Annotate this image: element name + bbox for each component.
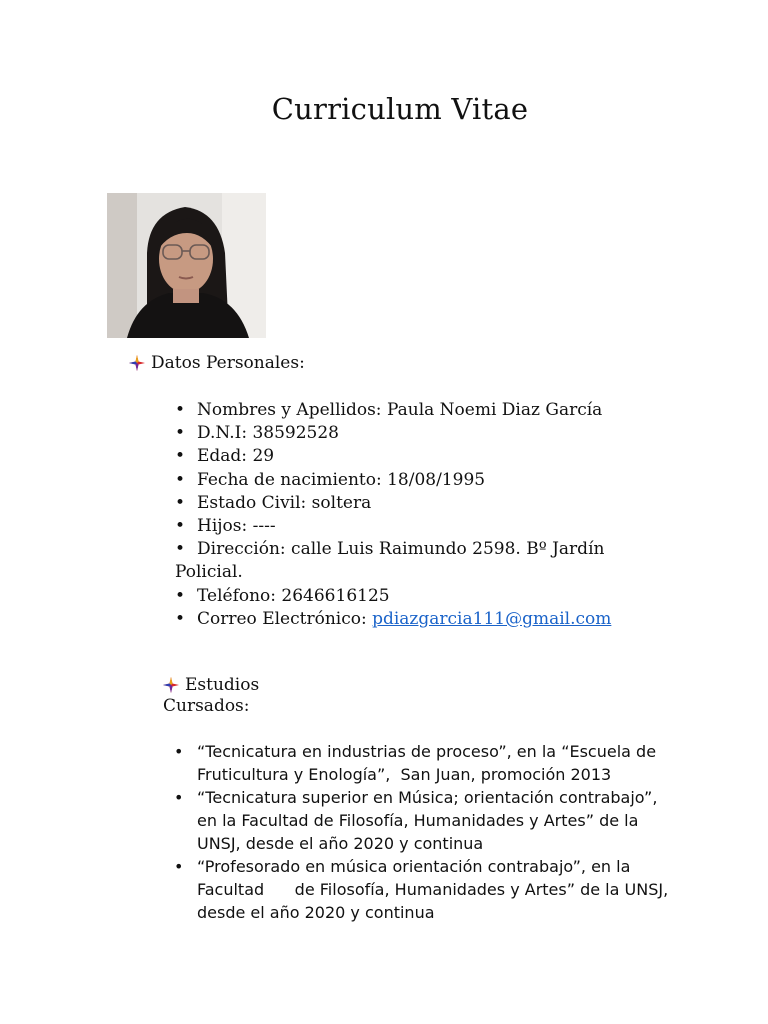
bullet: • [175, 423, 186, 444]
heading-line-1: Estudios [185, 675, 260, 695]
list-item [175, 445, 645, 468]
four-point-star-icon [163, 677, 179, 693]
list-item-text: Nombres y Apellidos: Paula Noemi Diaz García [197, 400, 603, 420]
list-item-text: Teléfono: 2646616125 [197, 585, 390, 606]
bullet: • [175, 400, 186, 420]
list-item [175, 422, 645, 445]
list-item [174, 786, 674, 855]
bullet: • [174, 857, 184, 876]
list-item [174, 855, 674, 924]
bullet: • [175, 516, 186, 537]
list-item-text: “Tecnicatura en industrias de proceso”, en la “Escuela de Fruticultura y Enología”, San Juan, promoción 2013 [197, 742, 662, 784]
four-point-star-icon [129, 355, 145, 371]
heading-line-2: Cursados: [163, 696, 250, 716]
list-item-text: D.N.I: 38592528 [197, 423, 339, 444]
list-item [175, 469, 645, 492]
list-item-text: Fecha de nacimiento: 18/08/1995 [197, 469, 486, 490]
section-heading-label: Datos Personales: [151, 353, 305, 373]
personal-data-list [175, 399, 645, 631]
section-heading-label [163, 675, 260, 717]
bullet: • [175, 446, 186, 467]
bullet: • [174, 788, 184, 807]
list-item-text: Edad: 29 [197, 446, 275, 467]
section-heading-datos-personales [129, 353, 305, 374]
bullet: • [175, 469, 186, 490]
page-title: Curriculum Vitae [271, 92, 529, 126]
section-heading-estudios [163, 675, 303, 717]
list-item-email [175, 608, 645, 631]
profile-photo [107, 193, 266, 338]
list-item-text: “Tecnicatura superior en Música; orientación contrabajo”, en la Facultad de Filosofía, Humanidades y Artes” de la UNSJ, desde el año 2020 y continua [197, 788, 663, 853]
list-item-text: Hijos: ---- [197, 516, 276, 537]
email-label: Correo Electrónico: [197, 608, 373, 629]
list-item [175, 399, 645, 422]
bullet: • [175, 539, 186, 560]
list-item [175, 515, 645, 538]
studies-list [174, 740, 674, 924]
bullet: • [175, 492, 186, 513]
list-item [175, 585, 645, 608]
list-item-text: Estado Civil: soltera [197, 492, 372, 513]
bullet: • [174, 742, 184, 761]
list-item [175, 492, 645, 515]
list-item-text: Dirección: calle Luis Raimundo 2598. Bº Jardín Policial. [175, 539, 605, 583]
bullet: • [175, 585, 186, 606]
list-item [174, 740, 674, 786]
list-item [175, 538, 645, 584]
list-item-text: “Profesorado en música orientación contrabajo”, en la Facultad de Filosofía, Humanidades y Artes” de la UNSJ, desde el año 2020 y continua [197, 857, 674, 922]
bullet: • [175, 608, 186, 629]
email-link[interactable]: pdiazgarcia111@gmail.com [372, 608, 612, 629]
